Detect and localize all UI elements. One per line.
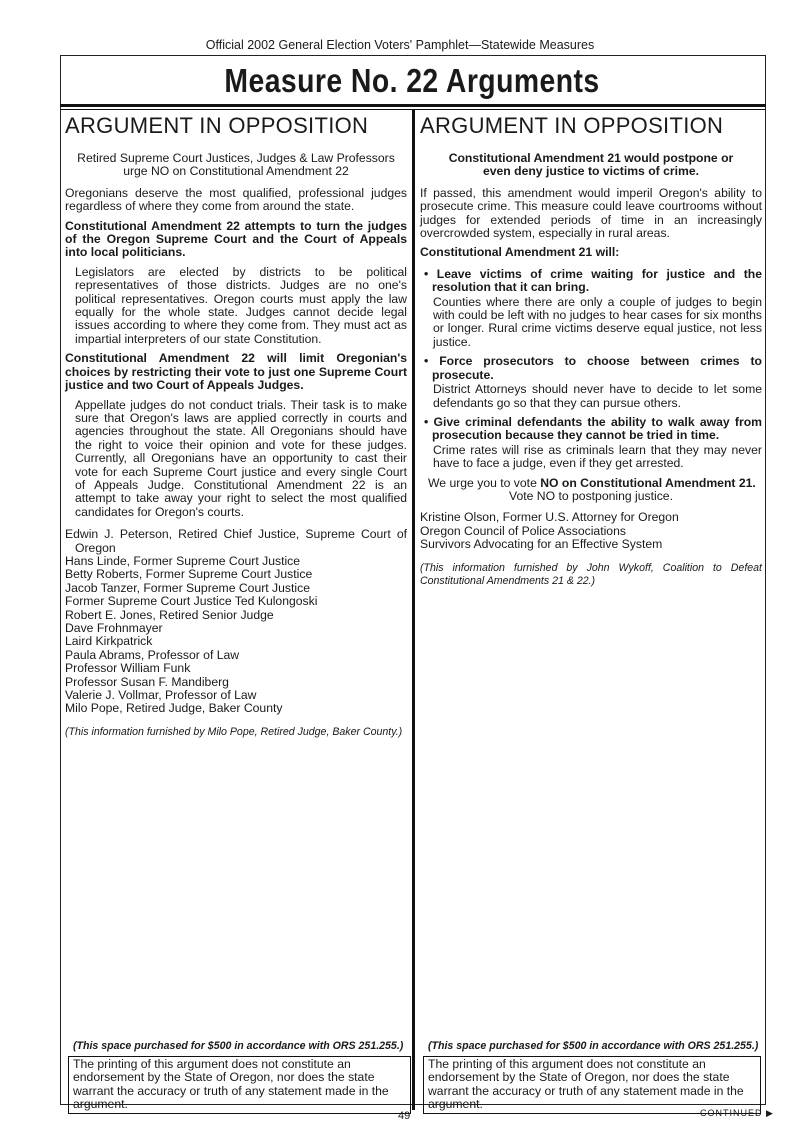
signer: Jacob Tanzer, Former Supreme Court Justice [65, 580, 310, 595]
signer: Milo Pope, Retired Judge, Baker County [65, 701, 283, 716]
signer: Survivors Advocating for an Effective System [420, 537, 663, 552]
page-number: 49 [398, 1110, 411, 1122]
left-purchase-note: (This space purchased for $500 in accordance with ORS 251.255.) [73, 1040, 404, 1052]
signer: Laird Kirkpatrick [65, 634, 153, 649]
bullet-heading: • Leave victims of crime waiting for justice and the resolution that it can bring. [424, 266, 762, 295]
bullet-heading: • Give criminal defendants the ability to walk away from prosecution because they cannot be tried in time. [424, 414, 762, 443]
signer: Paula Abrams, Professor of Law [65, 647, 240, 662]
bullet-icon: • [424, 354, 440, 369]
left-paragraph-3: Legislators are elected by districts to be political representatives of those districts. Judges are no one's political representatives. Oregon courts must apply the law equally for the whole state. Judges cannot decide legal issues according to where they come from. They must act as impartial interpreters of our state Constitution. [75, 264, 407, 346]
left-intro: Retired Supreme Court Justices, Judges & Law Professors urge NO on Constitutional Amendment 22 [77, 151, 395, 179]
left-disclaimer: The printing of this argument does not constitute an endorsement by the State of Oregon, nor does the state warrant the accuracy or truth of any statement made in the argument. [68, 1056, 411, 1114]
page-title: Measure No. 22 Arguments [224, 62, 600, 99]
urge-line: We urge you to vote NO on Constitutional Amendment 21. [428, 475, 756, 490]
right-will-label: Constitutional Amendment 21 will: [420, 245, 620, 260]
signer: Oregon Council of Police Associations [420, 523, 626, 538]
left-signers [65, 528, 407, 716]
bullet-body: Counties where there are only a couple of judges to begin with could be left with no judges to hear cases for six months or longer. Rural crime victims deserve equal justice, not less justice. [433, 294, 762, 349]
left-furnished-note: (This information furnished by Milo Pope, Retired Judge, Baker County.) [65, 725, 403, 738]
bullet-body: District Attorneys should never have to decide to let some defendants go so that they can pursue others. [433, 382, 762, 410]
signer: Professor William Funk [65, 661, 191, 676]
signer: Kristine Olson, Former U.S. Attorney for Oregon [420, 510, 679, 525]
signer: Valerie J. Vollmar, Professor of Law [65, 688, 257, 703]
left-heading: ARGUMENT IN OPPOSITION [65, 113, 369, 138]
right-heading: ARGUMENT IN OPPOSITION [420, 113, 724, 138]
continued-label: CONTINUED ▶ [700, 1108, 774, 1118]
right-paragraph-1: If passed, this amendment would imperil Oregon's ability to prosecute crime. This measure could leave courtrooms without judges for extended periods of time in an increasingly overcrowded system, especially in rural areas. [420, 185, 762, 241]
signer: Hans Linde, Former Supreme Court Justice [65, 553, 301, 568]
left-paragraph-5: Appellate judges do not conduct trials. Their task is to make sure that Oregon's laws are applied correctly in courts and agencies throughout the state. All Oregonians should have the right to voice their opinion and vote for these judges. Currently, all Oregonians have an opportunity to cast their vote for each Supreme Court justice and every single Court of Appeals Judge. Constitutional Amendment 22 is an attempt to take away your right to select the most qualified candidates for Oregon's courts. [75, 397, 407, 519]
signer: Professor Susan F. Mandiberg [65, 674, 229, 689]
bullet-heading: • Force prosecutors to choose between crimes to prosecute. [424, 354, 762, 382]
left-argument [65, 112, 407, 739]
title-rule [60, 104, 766, 107]
signer: Betty Roberts, Former Supreme Court Justice [65, 567, 313, 582]
signer: Dave Frohnmayer [65, 621, 163, 635]
bullet-body: Crime rates will rise as criminals learn that they may never have to face a judge, even if they get arrested. [433, 442, 762, 471]
right-argument [420, 112, 762, 588]
right-intro: Constitutional Amendment 21 would postpone or even deny justice to victims of crime. [448, 151, 734, 179]
signer: Former Supreme Court Justice Ted Kulongoski [65, 594, 318, 609]
running-head: Official 2002 General Election Voters' Pamphlet—Statewide Measures [205, 38, 595, 52]
left-paragraph-4: Constitutional Amendment 22 will limit Oregonian's choices by restricting their vote to just one Supreme Court justice and two Court of Appeals Judges. [65, 351, 407, 393]
bullet-icon: • [424, 414, 434, 429]
column-divider [412, 110, 415, 1110]
left-paragraph-1: Oregonians deserve the most qualified, professional judges regardless of where they come from around the state. [65, 185, 407, 214]
bullet-icon: • [424, 266, 437, 281]
right-purchase-note: (This space purchased for $500 in accordance with ORS 251.255.) [428, 1040, 759, 1052]
left-paragraph-2: Constitutional Amendment 22 attempts to turn the judges of the Oregon Supreme Court and the Court of Appeals into local politicians. [65, 218, 407, 260]
signer: Edwin J. Peterson, Retired Chief Justice, Supreme Court of Oregon [65, 527, 407, 555]
vote-no-line: Vote NO to postponing justice. [509, 488, 673, 503]
right-furnished-note: (This information furnished by John Wykoff, Coalition to Defeat Constitutional Amendments 21 & 22.) [420, 561, 762, 587]
signer: Robert E. Jones, Retired Senior Judge [65, 607, 274, 622]
right-signers [420, 511, 762, 551]
right-disclaimer: The printing of this argument does not constitute an endorsement by the State of Oregon, nor does the state warrant the accuracy or truth of any statement made in the argument. [423, 1056, 761, 1114]
